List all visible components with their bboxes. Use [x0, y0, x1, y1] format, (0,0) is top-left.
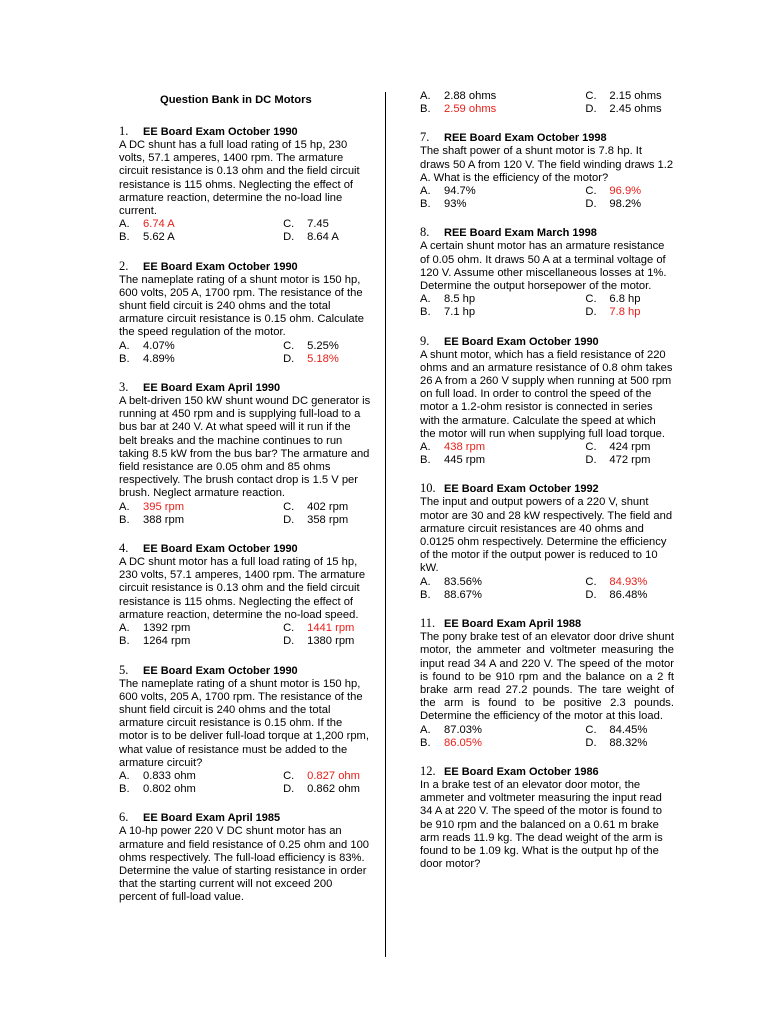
- choice-row: [119, 340, 371, 353]
- choice-row: [420, 724, 674, 737]
- question-header: [420, 617, 674, 631]
- choice-letter: A.: [119, 769, 130, 782]
- choice-letter: B.: [420, 736, 431, 749]
- choice-option: [283, 501, 371, 514]
- choice-value: 88.67%: [444, 588, 482, 601]
- question-item: [119, 811, 371, 904]
- question-header: [119, 260, 371, 274]
- choice-letter: C.: [283, 339, 295, 352]
- choice-row: [420, 737, 674, 750]
- question-item: [420, 335, 674, 468]
- choice-option: [119, 783, 283, 796]
- choice-letter: A.: [420, 575, 431, 588]
- choice-row: [420, 306, 674, 319]
- choice-value: 0.802 ohm: [143, 783, 196, 796]
- question-number: 2.: [119, 258, 129, 273]
- choice-letter: C.: [585, 441, 597, 454]
- choice-option: [585, 576, 674, 589]
- choice-letter: A.: [119, 622, 130, 635]
- choice-option: [119, 501, 283, 514]
- question-source: EE Board Exam April 1985: [143, 812, 281, 825]
- choice-letter: D.: [283, 231, 295, 244]
- question-source: REE Board Exam March 1998: [444, 227, 597, 240]
- choice-option: [119, 622, 283, 635]
- question-item: [420, 226, 674, 319]
- choice-row: [119, 514, 371, 527]
- choice-option: [119, 353, 283, 366]
- choice-value: 402 rpm: [307, 500, 349, 513]
- question-number: 1.: [119, 124, 129, 138]
- choice-letter: B.: [420, 306, 431, 319]
- choice-letter: B.: [119, 352, 130, 365]
- choice-row: [420, 198, 674, 211]
- question-header: [420, 335, 674, 349]
- choice-value: 96.9%: [609, 185, 642, 198]
- question-source: REE Board Exam October 1998: [444, 132, 607, 145]
- choice-option: [585, 306, 674, 319]
- choice-option: [420, 90, 585, 103]
- choice-row: [420, 441, 674, 454]
- choice-value: 93%: [444, 198, 467, 211]
- question-item: [420, 765, 674, 871]
- choice-value: 472 rpm: [609, 454, 651, 467]
- choice-row: [119, 501, 371, 514]
- choice-option: [585, 454, 674, 467]
- question-number: 3.: [119, 380, 129, 395]
- question-number: 12.: [420, 763, 436, 778]
- choice-letter: B.: [420, 198, 431, 211]
- question-text: A DC shunt motor has a full load rating of 15 hp, 230 volts, 57.1 amperes, 1400 rpm. The armature circuit resistance is 0.13 ohm and the field circuit resistance is 115 ohms. Neglecting the effect of armature reaction, determine the no-load speed.: [119, 556, 366, 621]
- question-text: In a brake test of an elevator door motor, the ammeter and voltmeter measuring the input read 34 A at 220 V. The speed of the motor is found to be 910 rpm and the balanced on a 0.61 m brake arm reads 11.9 kg. The dead weight of the arm is found to be 1.09 kg. What is the output hp of the door motor?: [420, 778, 663, 871]
- choice-letter: B.: [420, 103, 431, 116]
- question-number: 5.: [119, 662, 129, 677]
- question-source: EE Board Exam October 1992: [444, 483, 599, 496]
- choice-value: 8.64 A: [307, 231, 339, 244]
- choice-letter: A.: [119, 500, 130, 513]
- question-source: EE Board Exam October 1990: [143, 260, 298, 273]
- choice-value: 0.827 ohm: [307, 769, 360, 782]
- choice-letter: D.: [585, 198, 597, 211]
- choice-row: [119, 353, 371, 366]
- question-header: [119, 542, 371, 556]
- answer-choices: [119, 501, 371, 527]
- question-number: 9.: [420, 333, 430, 348]
- choice-option: [585, 589, 674, 602]
- answer-choices: [420, 724, 674, 750]
- question-item: [119, 542, 371, 648]
- choice-letter: A.: [119, 339, 130, 352]
- question-header: [420, 226, 674, 240]
- choice-letter: D.: [283, 513, 295, 526]
- question-header: [119, 811, 371, 825]
- choice-value: 7.45: [307, 218, 329, 231]
- choice-option: [585, 737, 674, 750]
- choice-value: 424 rpm: [609, 441, 651, 454]
- left-column: [119, 92, 371, 920]
- choice-letter: B.: [119, 783, 130, 796]
- choice-row: [420, 454, 674, 467]
- choice-value: 2.59 ohms: [444, 103, 497, 116]
- choice-option: [119, 514, 283, 527]
- choice-letter: D.: [585, 736, 597, 749]
- choice-value: 86.05%: [444, 736, 482, 749]
- choice-letter: D.: [585, 306, 597, 319]
- question-source: EE Board Exam October 1986: [444, 765, 599, 778]
- question-header: [119, 381, 371, 395]
- choice-value: 2.88 ohms: [444, 90, 497, 102]
- choice-option: [119, 340, 283, 353]
- choice-value: 87.03%: [444, 723, 482, 736]
- choice-value: 1392 rpm: [143, 622, 191, 635]
- choice-value: 438 rpm: [444, 441, 486, 454]
- choice-value: 4.07%: [143, 339, 175, 352]
- choice-row: [119, 218, 371, 231]
- choice-value: 88.32%: [609, 736, 648, 749]
- answer-choices: [119, 218, 371, 244]
- continued-choices: [420, 90, 674, 116]
- choice-value: 83.56%: [444, 575, 482, 588]
- choice-value: 5.25%: [307, 339, 339, 352]
- answer-choices: [119, 622, 371, 648]
- choice-row: [420, 185, 674, 198]
- choice-option: [283, 635, 371, 648]
- choice-letter: B.: [119, 513, 130, 526]
- choice-letter: C.: [585, 90, 597, 102]
- choice-value: 8.5 hp: [444, 293, 476, 306]
- question-text: The pony brake test of an elevator door drive shunt motor, the ammeter and voltmeter measuring the input read 34 A and 220 V. The speed of the motor is found to be 910 rpm and the balance on a 2 ft brake arm read 27.2 pounds. The tare weight of the arm is found to be positive 2.3 pounds. Determine the efficiency of the motor at this load.: [420, 631, 674, 723]
- question-source: EE Board Exam October 1990: [143, 543, 298, 556]
- question-number: 4.: [119, 541, 129, 556]
- choice-letter: D.: [585, 103, 597, 116]
- choice-letter: C.: [283, 500, 295, 513]
- question-source: EE Board Exam April 1990: [143, 382, 281, 395]
- choice-value: 6.8 hp: [609, 293, 641, 306]
- answer-choices: [119, 770, 371, 796]
- choice-letter: B.: [420, 588, 431, 601]
- choice-value: 98.2%: [609, 198, 642, 211]
- question-number: 6.: [119, 810, 129, 825]
- choice-letter: A.: [420, 90, 431, 102]
- choice-option: [585, 441, 674, 454]
- choice-value: 1441 rpm: [307, 622, 355, 635]
- choice-letter: C.: [585, 185, 597, 198]
- choice-option: [420, 454, 585, 467]
- choice-option: [420, 198, 585, 211]
- choice-value: 0.862 ohm: [307, 783, 360, 796]
- question-item: [119, 381, 371, 527]
- choice-value: 7.1 hp: [444, 306, 476, 319]
- choice-option: [420, 306, 585, 319]
- question-list-left: [119, 125, 371, 905]
- choice-value: 6.74 A: [143, 218, 175, 231]
- question-source: EE Board Exam October 1990: [444, 335, 599, 348]
- choice-letter: A.: [420, 293, 431, 306]
- choice-option: [420, 441, 585, 454]
- choice-row: [420, 293, 674, 306]
- answer-choices: [420, 576, 674, 602]
- answer-choices: [119, 340, 371, 366]
- choice-option: [119, 770, 283, 783]
- page-title: Question Bank in DC Motors: [160, 94, 312, 106]
- question-number: 10.: [420, 481, 436, 496]
- choice-option: [283, 340, 371, 353]
- choice-letter: D.: [585, 454, 597, 467]
- question-item: [119, 664, 371, 797]
- question-number: 8.: [420, 225, 430, 240]
- choice-letter: C.: [283, 218, 295, 231]
- choice-letter: C.: [585, 293, 597, 306]
- answer-choices: [420, 441, 674, 467]
- choice-option: [585, 198, 674, 211]
- choice-option: [283, 770, 371, 783]
- choice-letter: C.: [585, 723, 597, 736]
- question-item: [119, 260, 371, 366]
- choice-option: [119, 635, 283, 648]
- choice-option: [585, 293, 674, 306]
- choice-option: [283, 783, 371, 796]
- choice-letter: B.: [420, 454, 431, 467]
- choice-value: 2.15 ohms: [609, 90, 662, 102]
- choice-letter: C.: [283, 622, 295, 635]
- question-source: EE Board Exam October 1990: [143, 664, 298, 677]
- question-item: [420, 131, 674, 211]
- choice-row: [119, 770, 371, 783]
- choice-value: 5.62 A: [143, 231, 175, 244]
- choice-option: [585, 90, 674, 103]
- choice-letter: C.: [283, 769, 295, 782]
- choice-value: 84.45%: [609, 723, 648, 736]
- choice-letter: D.: [283, 352, 295, 365]
- choice-option: [420, 737, 585, 750]
- question-header: [119, 664, 371, 678]
- choice-row: [119, 635, 371, 648]
- question-text: A certain shunt motor has an armature resistance of 0.05 ohm. It draws 50 A at a terminal voltage of 120 V. Assume other miscellaneous losses at 1%. Determine the output horsepower of the motor.: [420, 240, 667, 293]
- choice-option: [585, 185, 674, 198]
- question-header: [119, 125, 371, 139]
- choice-value: 5.18%: [307, 352, 339, 365]
- answer-choices: [420, 185, 674, 211]
- question-text: The input and output powers of a 220 V, shunt motor are 30 and 28 kW respectively. The field and armature circuit resistances are 40 ohms and 0.0125 ohm respectively. Determine the efficiency of the motor if the output power is reduced to 10 kW.: [420, 496, 673, 575]
- question-text: The nameplate rating of a shunt motor is 150 hp, 600 volts, 205 A, 1700 rpm. The resistance of the shunt field circuit is 240 ohms and the total armature circuit resistance is 0.15 ohm. If the motor is to be deliver full-load torque at 1,200 rpm, what value of resistance must be added to the armature circuit?: [119, 677, 369, 769]
- question-header: [420, 482, 674, 496]
- choice-value: 445 rpm: [444, 454, 486, 467]
- question-header: [420, 765, 674, 779]
- question-number: 11.: [420, 616, 436, 631]
- question-text: The nameplate rating of a shunt motor is 150 hp, 600 volts, 205 A, 1700 rpm. The resistance of the shunt field circuit is 240 ohms and the total armature circuit resistance is 0.15 ohm. Calculate the speed regulation of the motor.: [119, 273, 364, 339]
- choice-letter: A.: [420, 185, 431, 198]
- question-text: A DC shunt has a full load rating of 15 hp, 230 volts, 57.1 amperes, 1400 rpm. The armature circuit resistance is 0.13 ohm and the field circuit resistance is 115 ohms. Neglecting the effect of armature reaction, determine the no-load line current.: [119, 139, 360, 218]
- choice-option: [283, 622, 371, 635]
- question-item: [420, 482, 674, 602]
- choice-option: [119, 218, 283, 231]
- choice-option: [283, 353, 371, 366]
- choice-option: [420, 576, 585, 589]
- question-item: [420, 617, 674, 750]
- choice-value: 94.7%: [444, 185, 476, 198]
- question-text: The shaft power of a shunt motor is 7.8 hp. It draws 50 A from 120 V. The field winding draws 1.2 A. What is the efficiency of the motor?: [420, 145, 674, 184]
- choice-option: [420, 185, 585, 198]
- choice-option: [283, 231, 371, 244]
- choice-letter: B.: [119, 635, 130, 648]
- choice-letter: D.: [283, 783, 295, 796]
- choice-option: [420, 293, 585, 306]
- choice-row: [420, 103, 674, 116]
- choice-letter: D.: [585, 588, 597, 601]
- answer-choices: [420, 293, 674, 319]
- question-list-right: [420, 131, 674, 871]
- choice-option: [420, 724, 585, 737]
- choice-row: [119, 231, 371, 244]
- choice-value: 2.45 ohms: [609, 103, 662, 116]
- choice-row: [119, 783, 371, 796]
- choice-value: 86.48%: [609, 588, 648, 601]
- choice-row: [119, 622, 371, 635]
- choice-letter: D.: [283, 635, 295, 648]
- choice-option: [283, 514, 371, 527]
- question-text: A belt-driven 150 kW shunt wound DC generator is running at 450 rpm and is supplying full-load to a bus bar at 240 V. At what speed will it run if the belt breaks and the machine continues to run taking 8.5 kW from the bus bar? The armature and field resistance are 0.05 ohm and 85 ohms respectively. The brush contact drop is 1.5 V per brush. Neglect armature reaction.: [119, 395, 371, 500]
- choice-row: [420, 576, 674, 589]
- question-item: [119, 125, 371, 245]
- question-source: EE Board Exam October 1990: [143, 126, 298, 138]
- choice-value: 1380 rpm: [307, 635, 355, 648]
- choice-value: 388 rpm: [143, 513, 185, 526]
- choice-option: [420, 103, 585, 116]
- column-divider: [385, 92, 386, 957]
- choice-option: [420, 589, 585, 602]
- choice-value: 395 rpm: [143, 500, 185, 513]
- choice-letter: C.: [585, 575, 597, 588]
- choice-option: [585, 103, 674, 116]
- question-text: A 10-hp power 220 V DC shunt motor has an armature and field resistance of 0.25 ohm and 100 ohms respectively. The full-load efficiency is 83%. Determine the value of starting resistance in order that the starting current will not exceed 200 percent of full-load value.: [119, 825, 370, 904]
- question-source: EE Board Exam April 1988: [444, 618, 582, 631]
- question-number: 7.: [420, 130, 430, 145]
- choice-value: 7.8 hp: [609, 306, 641, 319]
- choice-letter: B.: [119, 231, 130, 244]
- question-text: A shunt motor, which has a field resistance of 220 ohms and an armature resistance of 0.8 ohm takes 26 A from a 260 V supply when running at 500 rpm on full load. In order to control the speed of the motor a 1.2-ohm resistor is connected in series with the armature. Calculate the speed at which the motor will run when supplying full load torque.: [420, 348, 673, 440]
- choice-value: 4.89%: [143, 352, 175, 365]
- choice-value: 1264 rpm: [143, 635, 191, 648]
- choice-value: 0.833 ohm: [143, 769, 196, 782]
- choice-row: [420, 589, 674, 602]
- choice-value: 358 rpm: [307, 513, 349, 526]
- choice-letter: A.: [420, 723, 431, 736]
- choice-letter: A.: [420, 441, 431, 454]
- choice-value: 84.93%: [609, 575, 648, 588]
- choice-row: [420, 90, 674, 103]
- question-header: [420, 131, 674, 145]
- choice-option: [585, 724, 674, 737]
- choice-option: [119, 231, 283, 244]
- right-column: [420, 90, 674, 886]
- choice-option: [283, 218, 371, 231]
- choice-letter: A.: [119, 218, 130, 231]
